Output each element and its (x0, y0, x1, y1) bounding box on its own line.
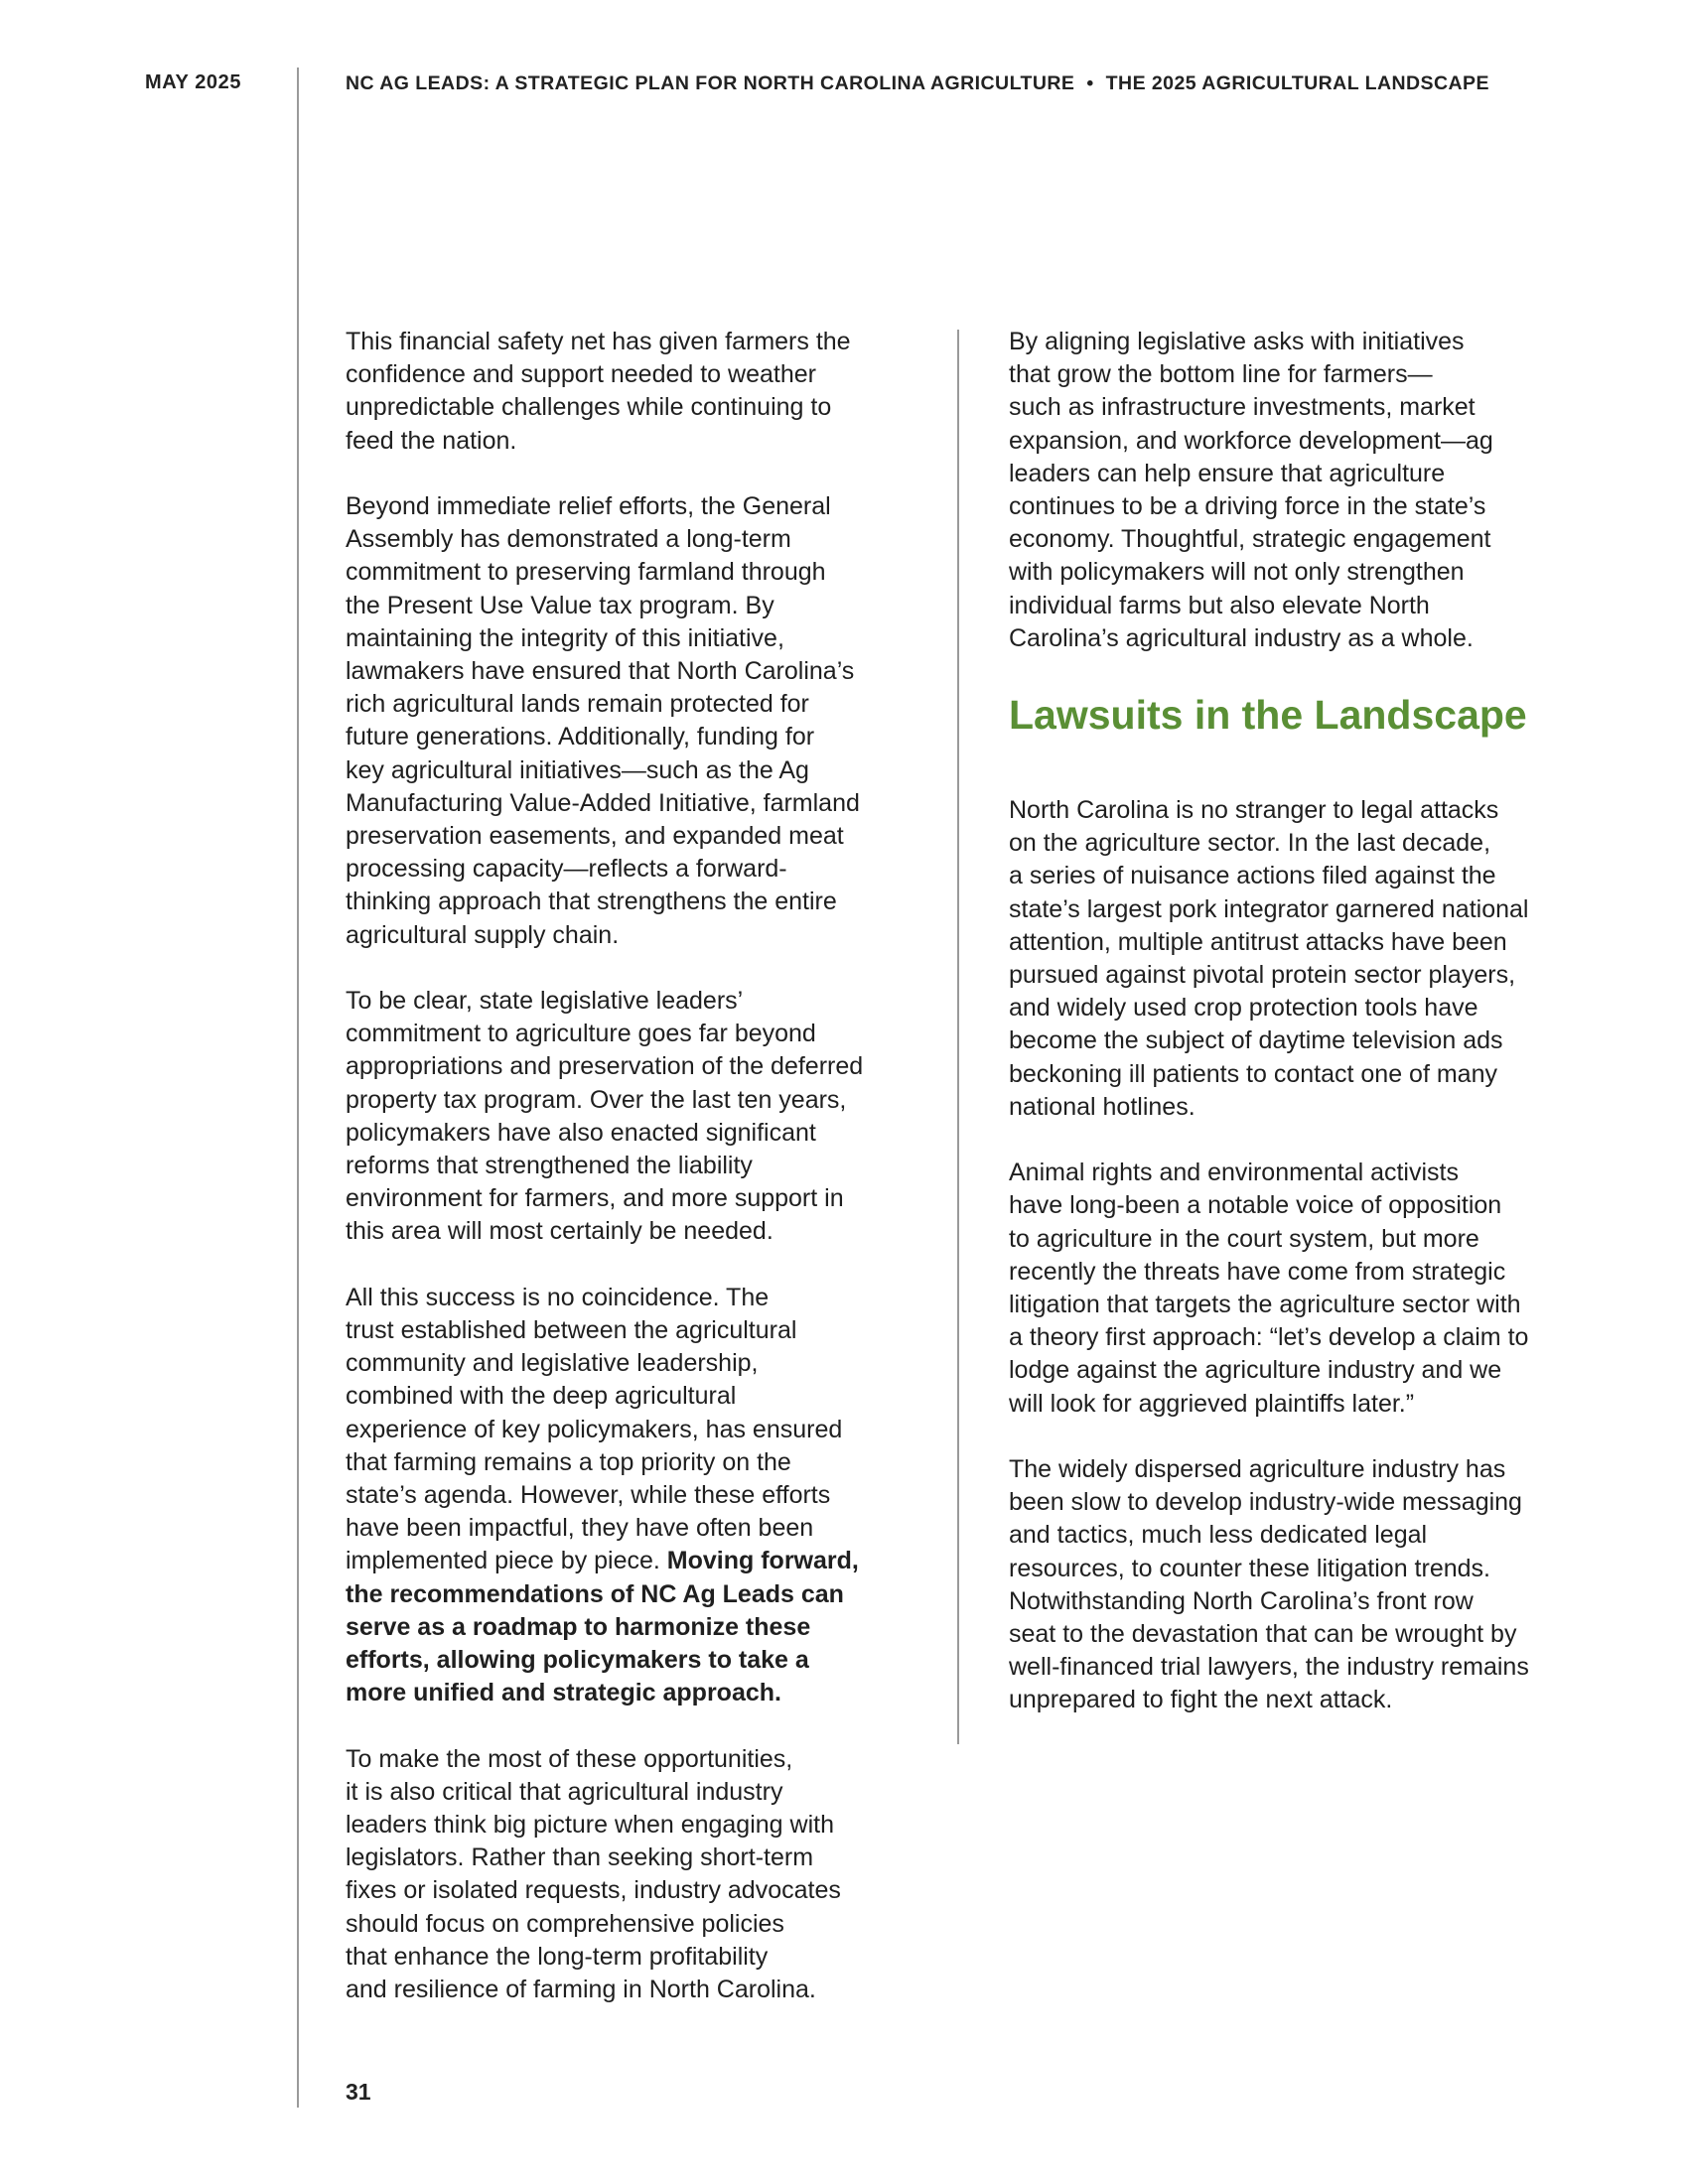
text-line: legislators. Rather than seeking short-term (346, 1843, 814, 1872)
header-separator: • (1086, 72, 1094, 94)
text-line: To be clear, state legislative leaders’ (346, 987, 744, 1016)
paragraph (346, 1743, 931, 2007)
paragraph (346, 326, 931, 458)
text-line: that grow the bottom line for farmers— (1009, 360, 1433, 389)
text-line: Animal rights and environmental activists (1009, 1159, 1459, 1187)
paragraph (1009, 794, 1575, 1124)
header-doc-title: NC AG LEADS: A STRATEGIC PLAN FOR NORTH CAROLINA AGRICULTURE (346, 72, 1075, 94)
header-title (346, 72, 1489, 95)
text-line: trust established between the agricultural (346, 1316, 797, 1345)
text-line: resources, to counter these litigation trends. (1009, 1554, 1490, 1582)
text-line: seat to the devastation that can be wrought by (1009, 1620, 1517, 1649)
text-line: commitment to preserving farmland through (346, 558, 826, 587)
text-line: recently the threats have come from strategic (1009, 1257, 1506, 1286)
text-line: key agricultural initiatives—such as the Ag (346, 755, 809, 784)
text-line: Manufacturing Value-Added Initiative, farmland (346, 788, 860, 817)
text-line: The widely dispersed agriculture industry has (1009, 1455, 1506, 1484)
paragraph (1009, 326, 1575, 655)
text-line: will look for aggrieved plaintiffs later.” (1009, 1389, 1415, 1418)
text-line: the recommendations of NC Ag Leads can (346, 1579, 844, 1608)
text-line: Carolina’s agricultural industry as a whole. (1009, 623, 1474, 652)
text-line: this area will most certainly be needed. (346, 1217, 774, 1246)
text-line: a series of nuisance actions filed against the (1009, 862, 1496, 890)
text-line: efforts, allowing policymakers to take a (346, 1646, 809, 1675)
text-line: leaders think big picture when engaging with (346, 1811, 834, 1840)
text-line: serve as a roadmap to harmonize these (346, 1612, 811, 1641)
text-line: that farming remains a top priority on the (346, 1447, 791, 1476)
text-line: appropriations and preservation of the deferred (346, 1052, 864, 1081)
text-line: Assembly has demonstrated a long-term (346, 525, 791, 554)
text-line: unprepared to fight the next attack. (1009, 1686, 1393, 1714)
text-line: commitment to agriculture goes far beyond (346, 1020, 816, 1048)
paragraph (1009, 1157, 1575, 1421)
text-line: expansion, and workforce development—ag (1009, 426, 1493, 455)
text-line: policymakers have also enacted significant (346, 1118, 816, 1147)
text-line: to agriculture in the court system, but more (1009, 1224, 1479, 1253)
text-line: a theory first approach: “let’s develop a claim to (1009, 1323, 1529, 1352)
text-line: preservation easements, and expanded meat (346, 822, 844, 851)
column-divider (957, 330, 959, 1744)
text-line: litigation that targets the agriculture sector with (1009, 1291, 1521, 1319)
text-line: become the subject of daytime television ads (1009, 1026, 1503, 1055)
text-line: lodge against the agriculture industry and we (1009, 1356, 1502, 1385)
text-bold: Moving forward, (666, 1547, 859, 1575)
text-line: North Carolina is no stranger to legal attacks (1009, 796, 1499, 825)
text-line: community and legislative leadership, (346, 1349, 759, 1378)
text-line: property tax program. Over the last ten years, (346, 1085, 847, 1114)
text-line: more unified and strategic approach. (346, 1679, 781, 1707)
text-line: By aligning legislative asks with initiatives (1009, 328, 1465, 355)
text-line: Beyond immediate relief efforts, the General (346, 492, 831, 520)
text-line: reforms that strengthened the liability (346, 1152, 753, 1180)
text-line: should focus on comprehensive policies (346, 1909, 784, 1938)
right-column (1009, 326, 1575, 1750)
text-line: agricultural supply chain. (346, 920, 620, 949)
text-line: and widely used crop protection tools have (1009, 994, 1478, 1023)
text-plain: implemented piece by piece. (346, 1547, 667, 1575)
text-line: attention, multiple antitrust attacks have been (1009, 927, 1507, 956)
text-line: environment for farmers, and more support in (346, 1184, 844, 1213)
header-section-title: THE 2025 AGRICULTURAL LANDSCAPE (1105, 72, 1489, 94)
text-line: rich agricultural lands remain protected for (346, 690, 809, 719)
text-line: All this success is no coincidence. The (346, 1283, 770, 1311)
text-line: that enhance the long-term profitability (346, 1942, 769, 1971)
text-line: have been impactful, they have often been (346, 1514, 814, 1543)
text-line: well-financed trial lawyers, the industry remains (1009, 1653, 1529, 1682)
text-line: confidence and support needed to weather (346, 360, 816, 389)
text-line: national hotlines. (1009, 1092, 1196, 1121)
text-line: such as infrastructure investments, market (1009, 393, 1476, 422)
text-line: and tactics, much less dedicated legal (1009, 1521, 1428, 1550)
text-line: future generations. Additionally, funding for (346, 723, 815, 751)
paragraph (1009, 1453, 1575, 1717)
section-heading: Lawsuits in the Landscape (1009, 692, 1527, 739)
paragraph (346, 985, 931, 1249)
text-line: individual farms but also elevate North (1009, 591, 1430, 619)
text-line: continues to be a driving force in the state’s (1009, 492, 1486, 521)
text-line (346, 1545, 931, 1577)
header-date: MAY 2025 (145, 71, 242, 93)
text-line: lawmakers have ensured that North Carolina’s (346, 657, 855, 686)
text-line: unpredictable challenges while continuing to (346, 393, 832, 422)
margin-divider (297, 68, 299, 2108)
text-line: fixes or isolated requests, industry advocates (346, 1876, 841, 1905)
text-line: beckoning ill patients to contact one of many (1009, 1059, 1497, 1088)
page-number: 31 (346, 2079, 371, 2105)
text-line: experience of key policymakers, has ensured (346, 1415, 843, 1443)
text-line: on the agriculture sector. In the last decade, (1009, 829, 1491, 858)
paragraph (346, 490, 931, 952)
text-line: have long-been a notable voice of opposition (1009, 1191, 1502, 1220)
text-line: the Present Use Value tax program. By (346, 591, 774, 619)
text-line: economy. Thoughtful, strategic engagement (1009, 525, 1491, 554)
text-line: combined with the deep agricultural (346, 1382, 737, 1411)
text-line: pursued against pivotal protein sector players, (1009, 961, 1516, 990)
text-line: feed the nation. (346, 426, 517, 455)
bold-lines (346, 1578, 931, 1710)
text-line: thinking approach that strengthens the entire (346, 887, 837, 916)
text-line: This financial safety net has given farmers the (346, 328, 851, 355)
text-line: it is also critical that agricultural industry (346, 1777, 783, 1806)
text-line: with policymakers will not only strengthen (1009, 558, 1465, 587)
text-line: state’s largest pork integrator garnered national (1009, 894, 1529, 923)
paragraph-emphasis (346, 1282, 931, 1710)
text-line: and resilience of farming in North Carolina. (346, 1976, 816, 2004)
text-line: To make the most of these opportunities, (346, 1744, 793, 1773)
left-column (346, 326, 931, 2039)
text-line: processing capacity—reflects a forward- (346, 855, 787, 884)
text-line: leaders can help ensure that agriculture (1009, 459, 1446, 487)
text-line: state’s agenda. However, while these efforts (346, 1481, 831, 1510)
paragraph-lines (346, 1282, 931, 1546)
text-line: Notwithstanding North Carolina’s front row (1009, 1586, 1474, 1615)
text-line: been slow to develop industry-wide messaging (1009, 1488, 1522, 1517)
text-line: maintaining the integrity of this initiative, (346, 623, 784, 652)
